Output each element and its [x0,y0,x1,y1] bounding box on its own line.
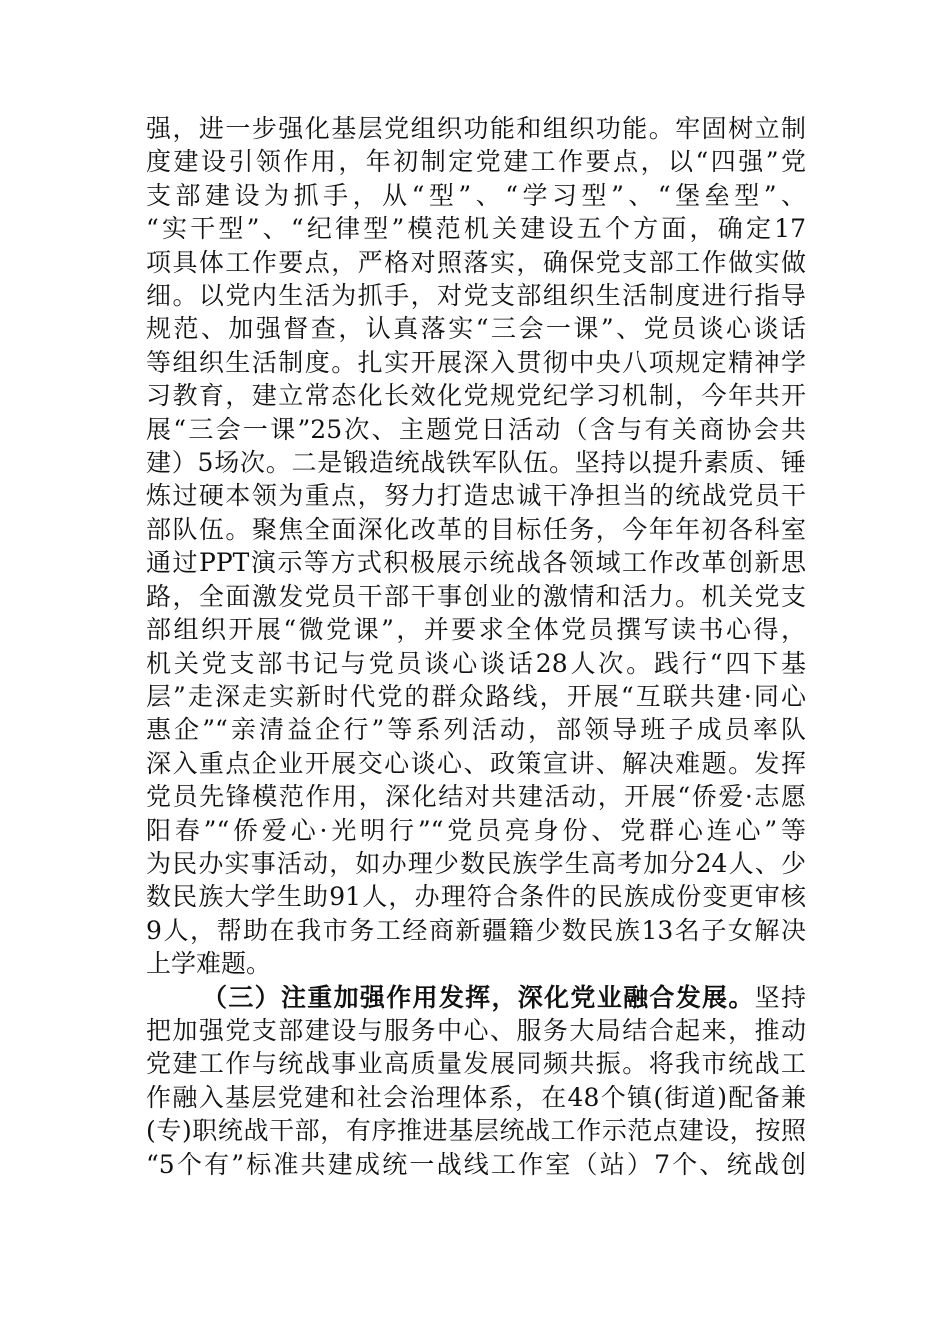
text-line: 展“三会一课”25次、主题党日活动（含与有关商协会共 [146,414,806,444]
text-line: 为民办实事活动，如办理少数民族学生高考加分24人、少 [146,848,806,878]
text-line: 数民族大学生助91人，办理符合条件的民族成份变更审核 [146,882,806,912]
paragraph-1 [146,112,806,981]
section-heading-continuation: 坚持 [754,982,806,1012]
text-line: 党员先锋模范作用，深化结对共建活动，开展“侨爱·志愿 [146,782,806,812]
text-line: 阳春”“侨爱心·光明行”“党员亮身份、党群心连心”等 [146,815,806,845]
text-line: 度建设引领作用，年初制定党建工作要点，以“四强”党 [146,147,806,177]
text-line: 党建工作与统战事业高质量发展同频共振。将我市统战工 [146,1049,806,1079]
text-line: 机关党支部书记与党员谈心谈话28人次。践行“四下基 [146,648,806,678]
text-line: 深入重点企业开展交心谈心、政策宣讲、解决难题。发挥 [146,748,806,778]
text-line: “5个有”标准共建成统一战线工作室（站）7个、统战创 [146,1149,806,1179]
text-line: 上学难题。 [146,949,272,979]
text-line: 惠企”“亲清益企行”等系列活动，部领导班子成员率队 [146,715,806,745]
paragraph-2-first-line [146,981,806,1014]
text-line: 部队伍。聚焦全面深化改革的目标任务，今年年初各科室 [146,514,806,544]
text-line: 部组织开展“微党课”，并要求全体党员撰写读书心得， [146,615,806,645]
document-body [146,112,806,1181]
text-line: 等组织生活制度。扎实开展深入贯彻中央八项规定精神学 [146,347,806,377]
text-line: 9人，帮助在我市务工经商新疆籍少数民族13名子女解决 [146,915,806,945]
section-heading: （三）注重加强作用发挥，深化党业融合发展。 [202,982,755,1012]
text-line: 作融入基层党建和社会治理体系，在48个镇(街道)配备兼 [146,1082,806,1112]
text-line: 路，全面激发党员干部干事创业的激情和活力。机关党支 [146,581,806,611]
text-line: 规范、加强督查，认真落实“三会一课”、党员谈心谈话 [146,314,806,344]
text-line: 通过PPT演示等方式积极展示统战各领域工作改革创新思 [146,548,806,578]
text-line: “实干型”、“纪律型”模范机关建设五个方面，确定17 [146,214,806,244]
text-line: 建）5场次。二是锻造统战铁军队伍。坚持以提升素质、锤 [146,448,806,478]
text-line: (专)职统战干部，有序推进基层统战工作示范点建设，按照 [146,1116,806,1146]
text-line: 项具体工作要点，严格对照落实，确保党支部工作做实做 [146,247,806,277]
paragraph-2 [146,981,806,1181]
text-line: 习教育，建立常态化长效化党规党纪学习机制，今年共开 [146,381,806,411]
text-line: 细。以党内生活为抓手，对党支部组织生活制度进行指导 [146,281,806,311]
text-line: 把加强党支部建设与服务中心、服务大局结合起来，推动 [146,1015,806,1045]
text-line: 支部建设为抓手，从“型”、“学习型”、“堡垒型”、 [146,180,806,210]
text-line: 强，进一步强化基层党组织功能和组织功能。牢固树立制 [146,114,806,143]
text-line: 炼过硬本领为重点，努力打造忠诚干净担当的统战党员干 [146,481,806,511]
text-line: 层”走深走实新时代党的群众路线，开展“互联共建·同心 [146,681,806,711]
